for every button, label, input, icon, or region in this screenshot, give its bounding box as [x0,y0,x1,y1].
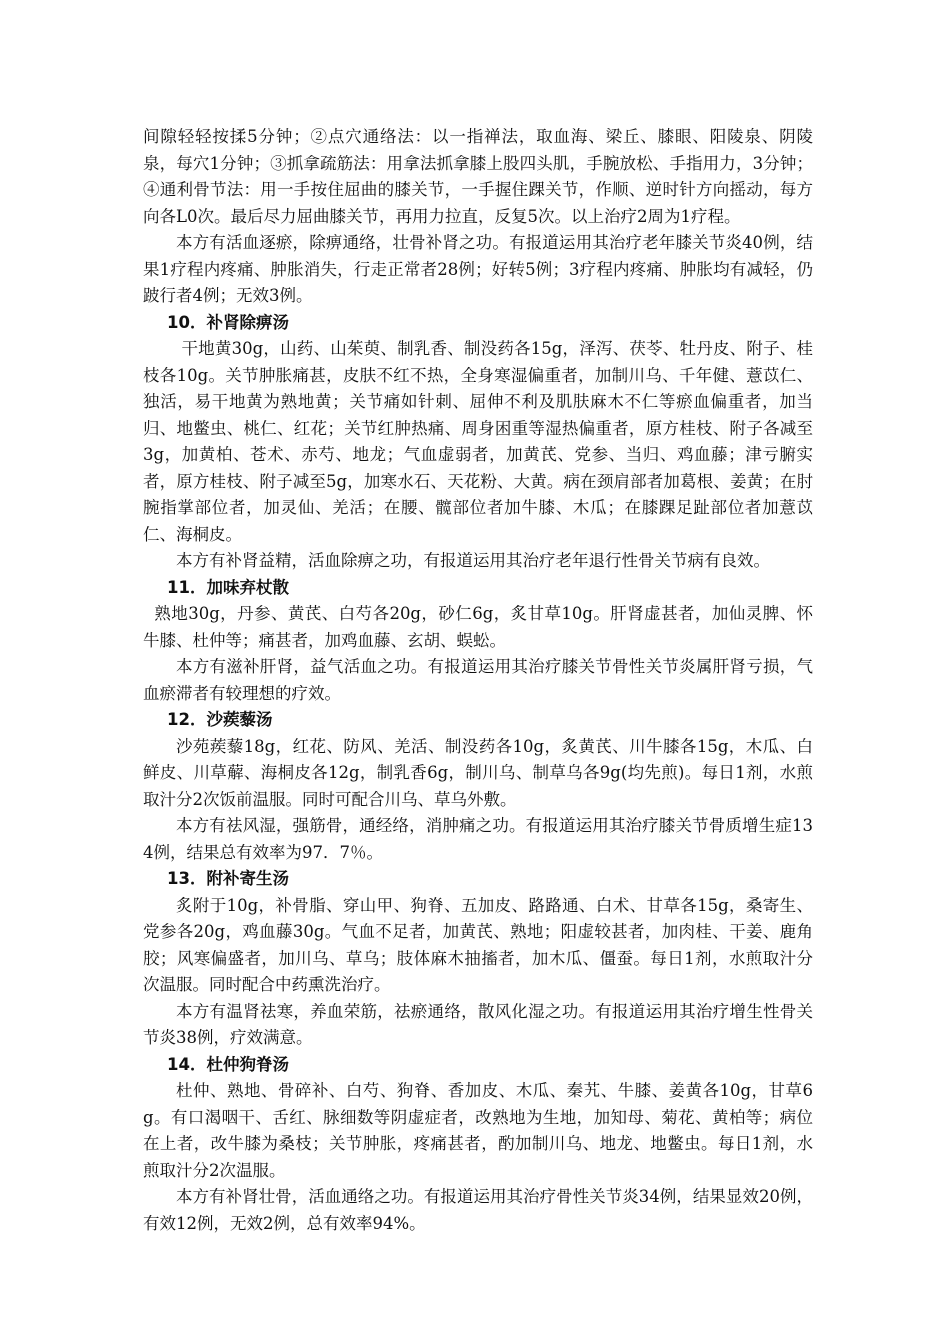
paragraph-massage-steps: 间隙轻轻按揉5分钟；②点穴通络法：以一指禅法，取血海、梁丘、膝眼、阳陵泉、阴陵泉，每穴1分钟；③抓拿疏筋法：用拿法抓拿膝上股四头肌，手腕放松、手指用力，3分钟；④通利骨节法：用一手按住屈曲的膝关节，一手握住踝关节，作顺、逆时针方向摇动，每方向各L0次。最后尽力屈曲膝关节，再用力拉直，反复5次。以上治疗2周为1疗程。 [143,127,813,226]
paragraph-formula-14-ingredients: 杜仲、熟地、骨碎补、白芍、狗脊、香加皮、木瓜、秦艽、牛膝、姜黄各10g，甘草6g。有口渴咽干、舌红、脉细数等阴虚症者，改熟地为生地，加知母、菊花、黄柏等；病位在上者，改牛膝为桑枝；关节肿胀，疼痛甚者，酌加制川乌、地龙、地鳖虫。每日1剂，水煎取汁分2次温服。 [143,1081,813,1180]
document-page [143,124,813,1237]
heading-formula-14: 14．杜仲狗脊汤 [167,1054,289,1074]
paragraph-formula-12-ingredients: 沙苑蒺藜18g，红花、防风、羌活、制没药各10g，炙黄芪、川牛膝各15g，木瓜、白鲜皮、川草薢、海桐皮各12g，制乳香6g，制川乌、制草乌各9g(均先煎)。每日1剂，水煎取汁分2次饭前温服。同时可配合川乌、草乌外敷。 [143,736,813,809]
paragraph-formula-10-ingredients: 干地黄30g，山药、山茱萸、制乳香、制没药各15g，泽泻、茯苓、牡丹皮、附子、桂枝各10g。关节肿胀痛甚，皮肤不红不热，全身寒湿偏重者，加制川乌、千年健、薏苡仁、独活，易干地黄为熟地黄；关节痛如针刺、屈伸不利及肌肤麻木不仁等瘀血偏重者，加当归、地鳖虫、桃仁、红花；关节红肿热痛、周身困重等湿热偏重者，原方桂枝、附子各减至3g，加黄柏、苍术、赤芍、地龙；气血虚弱者，加黄芪、党参、当归、鸡血藤；津亏腑实者，原方桂枝、附子减至5g，加寒水石、天花粉、大黄。病在颈肩部者加葛根、姜黄；在肘腕指掌部位者，加灵仙、羌活；在腰、髋部位者加牛膝、木瓜；在膝踝足趾部位者加薏苡仁、海桐皮。 [143,339,813,544]
paragraph-efficacy-9: 本方有活血逐瘀，除痹通络，壮骨补肾之功。有报道运用其治疗老年膝关节炎40例，结果1疗程内疼痛、肿胀消失，行走正常者28例；好转5例；3疗程内疼痛、肿胀均有减轻，仍跛行者4例；无效3例。 [143,233,813,305]
paragraph-efficacy-10: 本方有补肾益精，活血除痹之功，有报道运用其治疗老年退行性骨关节病有良效。 [176,551,770,570]
heading-formula-12: 12．沙蒺藜汤 [167,710,273,729]
paragraph-formula-13-ingredients: 炙附于10g，补骨脂、穿山甲、狗脊、五加皮、路路通、白术、甘草各15g，桑寄生、党参各20g，鸡血藤30g。气血不足者，加黄芪、熟地；阳虚较甚者，加肉桂、干姜、鹿角胶；风寒偏盛者，加川乌、草乌；肢体麻木抽搐者，加木瓜、僵蚕。每日1剂，水煎取汁分次温服。同时配合中药熏洗治疗。 [143,895,813,994]
paragraph-efficacy-12: 本方有祛风湿，强筋骨，通经络，消肿痛之功。有报道运用其治疗膝关节骨质增生症134例，结果总有效率为97．7％。 [143,816,813,862]
paragraph-formula-11-ingredients: 熟地30g，丹参、黄芪、白芍各20g，砂仁6g，炙甘草10g。肝肾虚甚者，加仙灵脾、怀牛膝、杜仲等；痛甚者，加鸡血藤、玄胡、蜈蚣。 [143,604,813,650]
heading-formula-13: 13．附补寄生汤 [167,869,289,888]
heading-formula-11: 11．加味弃杖散 [167,577,289,597]
paragraph-efficacy-11: 本方有滋补肝肾，益气活血之功。有报道运用其治疗膝关节骨性关节炎属肝肾亏损，气血瘀滞者有较理想的疗效。 [143,657,813,703]
paragraph-efficacy-13: 本方有温肾祛寒，养血荣筋，祛瘀通络，散风化湿之功。有报道运用其治疗增生性骨关节炎38例，疗效满意。 [143,1001,813,1047]
paragraph-efficacy-14: 本方有补肾壮骨，活血通络之功。有报道运用其治疗骨性关节炎34例，结果显效20例，有效12例，无效2例，总有效率94%。 [143,1187,813,1233]
heading-formula-10: 10．补肾除痹汤 [167,312,289,332]
